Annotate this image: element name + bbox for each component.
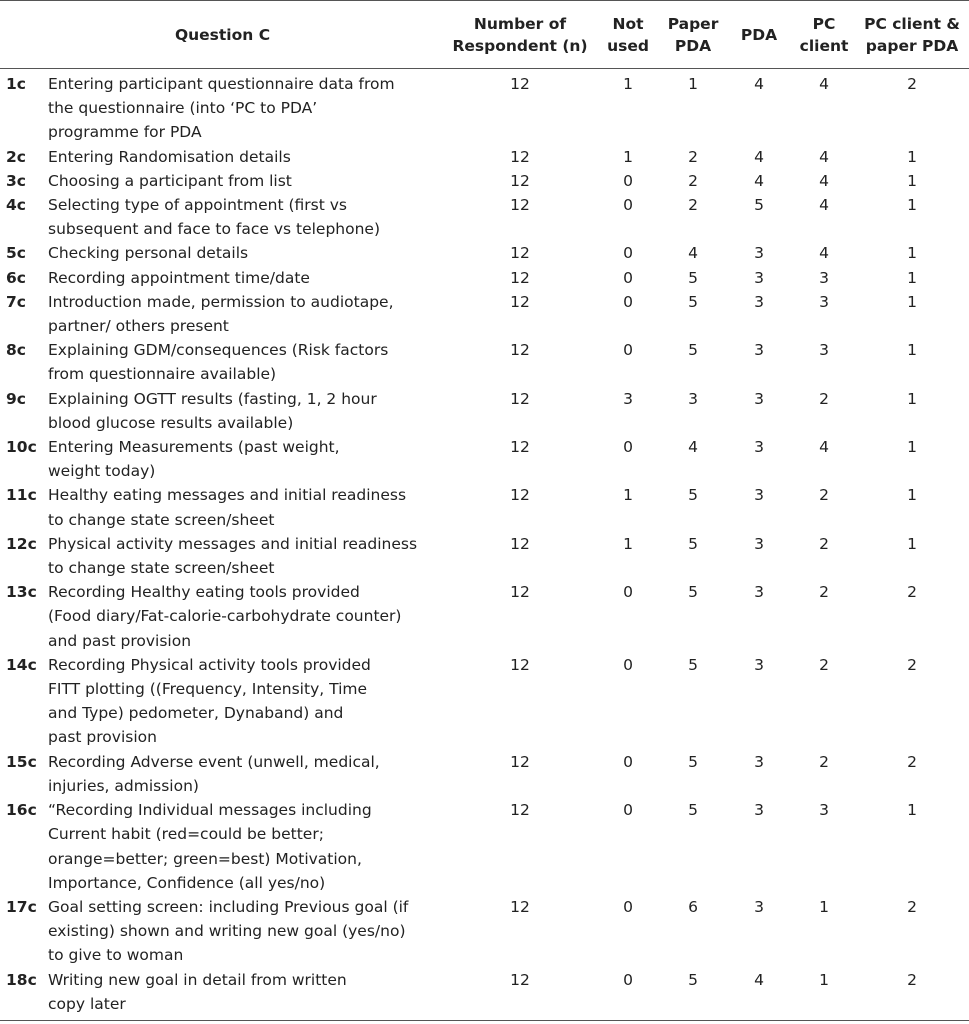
- table-row: [0, 750, 969, 798]
- respondents-cell: 12: [510, 389, 530, 408]
- question-text: Entering Randomisation details: [48, 147, 291, 166]
- row-id: 8c: [6, 341, 26, 360]
- row-id: 15c: [6, 752, 37, 771]
- pc-client-cell: 4: [819, 438, 829, 457]
- pc-client-cell: 2: [819, 752, 829, 771]
- pda-cell: 3: [754, 655, 764, 674]
- question-text: Healthy eating messages and initial readiness to change state screen/sheet: [48, 486, 407, 529]
- pda-cell: 3: [754, 752, 764, 771]
- pc-client-cell: 4: [819, 196, 829, 215]
- header-pc-client: PC client: [793, 1, 855, 69]
- pc-client-cell: 3: [819, 268, 829, 287]
- pc-client-cell: 3: [819, 341, 829, 360]
- pc-client-cell: 4: [819, 75, 829, 93]
- question-text: Selecting type of appointment (first vs subsequent and face to face vs telephone): [48, 196, 381, 239]
- pc-client-cell: 4: [819, 244, 829, 263]
- question-text: Checking personal details: [48, 244, 249, 263]
- respondents-cell: 12: [510, 583, 530, 602]
- respondents-cell: 12: [510, 801, 530, 820]
- header-respondents: Number of Respondent (n): [445, 1, 595, 69]
- not-used-cell: 0: [595, 968, 661, 1021]
- table-row: [0, 69, 969, 145]
- respondents-cell: 12: [510, 534, 530, 553]
- paper-pda-cell: 5: [688, 486, 698, 505]
- pc-client-paper-pda-cell: 1: [907, 341, 917, 360]
- row-id: 18c: [0, 968, 48, 1021]
- pda-cell: 4: [725, 968, 793, 1021]
- pda-cell: 3: [754, 341, 764, 360]
- table-row: [0, 169, 969, 193]
- not-used-cell: 0: [623, 196, 633, 215]
- respondents-cell: 12: [510, 147, 530, 166]
- respondents-cell: 12: [510, 268, 530, 287]
- row-id: 2c: [6, 147, 26, 166]
- not-used-cell: 0: [623, 438, 633, 457]
- pda-cell: 3: [754, 583, 764, 602]
- pc-client-paper-pda-cell: 2: [907, 752, 917, 771]
- not-used-cell: 0: [623, 171, 633, 190]
- pda-cell: 5: [754, 196, 764, 215]
- paper-pda-cell: 5: [661, 968, 725, 1021]
- pc-client-paper-pda-cell: 1: [907, 534, 917, 553]
- respondents-cell: 12: [510, 438, 530, 457]
- pc-client-cell: 2: [819, 389, 829, 408]
- respondents-cell: 12: [510, 752, 530, 771]
- question-text: Entering Measurements (past weight, weight today): [48, 438, 340, 481]
- row-id: 5c: [6, 244, 26, 263]
- table-row: [0, 290, 969, 338]
- table-row: [0, 266, 969, 290]
- pc-client-paper-pda-cell: 1: [907, 268, 917, 287]
- not-used-cell: 0: [623, 655, 633, 674]
- table-row: [0, 435, 969, 483]
- not-used-cell: 0: [623, 897, 633, 916]
- paper-pda-cell: 5: [688, 583, 698, 602]
- pc-client-paper-pda-cell: 1: [907, 438, 917, 457]
- paper-pda-cell: 6: [688, 897, 698, 916]
- not-used-cell: 0: [623, 583, 633, 602]
- pc-client-cell: 3: [819, 292, 829, 311]
- row-id: 11c: [6, 486, 37, 505]
- question-text: Explaining GDM/consequences (Risk factors from questionnaire available): [48, 341, 389, 384]
- question-text: Recording Adverse event (unwell, medical, injuries, admission): [48, 752, 380, 795]
- respondents-cell: 12: [510, 244, 530, 263]
- respondents-cell: 12: [445, 968, 595, 1021]
- row-id: 14c: [6, 655, 37, 674]
- not-used-cell: 0: [623, 752, 633, 771]
- pda-cell: 3: [754, 268, 764, 287]
- pda-cell: 4: [754, 75, 764, 93]
- pc-client-cell: 4: [819, 171, 829, 190]
- not-used-cell: 0: [623, 341, 633, 360]
- paper-pda-cell: 4: [688, 244, 698, 263]
- not-used-cell: 3: [623, 389, 633, 408]
- table-row: [0, 483, 969, 531]
- pc-client-paper-pda-cell: 2: [855, 968, 969, 1021]
- table-row: [0, 798, 969, 895]
- not-used-cell: 0: [623, 244, 633, 263]
- pc-client-cell: 2: [819, 534, 829, 553]
- question-text: Recording appointment time/date: [48, 268, 310, 287]
- paper-pda-cell: 1: [688, 75, 698, 93]
- table-row: [0, 580, 969, 653]
- header-question: Question C: [0, 1, 445, 69]
- not-used-cell: 1: [623, 147, 633, 166]
- table-row: [0, 241, 969, 265]
- table-row: [0, 338, 969, 386]
- paper-pda-cell: 3: [688, 389, 698, 408]
- header-pda: PDA: [725, 1, 793, 69]
- pc-client-paper-pda-cell: 2: [907, 897, 917, 916]
- pc-client-paper-pda-cell: 1: [907, 196, 917, 215]
- pc-client-paper-pda-cell: 2: [907, 655, 917, 674]
- paper-pda-cell: 5: [688, 801, 698, 820]
- row-id: 12c: [6, 534, 37, 553]
- pda-cell: 3: [754, 244, 764, 263]
- paper-pda-cell: 5: [688, 292, 698, 311]
- paper-pda-cell: 5: [688, 341, 698, 360]
- pc-client-cell: 2: [819, 583, 829, 602]
- header-row: [0, 1, 969, 69]
- respondents-cell: 12: [510, 196, 530, 215]
- respondents-cell: 12: [510, 171, 530, 190]
- pc-client-paper-pda-cell: 1: [907, 486, 917, 505]
- row-id: 1c: [6, 75, 26, 93]
- row-id: 9c: [6, 389, 26, 408]
- pc-client-paper-pda-cell: 1: [907, 292, 917, 311]
- row-id: 16c: [6, 801, 37, 820]
- pc-client-cell: 3: [819, 801, 829, 820]
- pda-cell: 3: [754, 292, 764, 311]
- header-paper-pda: Paper PDA: [661, 1, 725, 69]
- paper-pda-cell: 5: [688, 534, 698, 553]
- paper-pda-cell: 4: [688, 438, 698, 457]
- paper-pda-cell: 2: [688, 171, 698, 190]
- table-row: [0, 968, 969, 1021]
- table-row: [0, 532, 969, 580]
- pc-client-paper-pda-cell: 1: [907, 801, 917, 820]
- pda-cell: 4: [754, 147, 764, 166]
- respondents-cell: 12: [510, 341, 530, 360]
- pc-client-paper-pda-cell: 1: [907, 244, 917, 263]
- not-used-cell: 1: [623, 75, 633, 93]
- question-text: Goal setting screen: including Previous goal (if existing) shown and writing new goal (yes/no) to give to woman: [48, 897, 409, 965]
- paper-pda-cell: 2: [688, 147, 698, 166]
- pda-cell: 3: [754, 486, 764, 505]
- not-used-cell: 0: [623, 292, 633, 311]
- table-row: [0, 895, 969, 968]
- pc-client-cell: 1: [819, 897, 829, 916]
- pc-client-cell: 2: [819, 486, 829, 505]
- question-text: Recording Physical activity tools provided FITT plotting ((Frequency, Intensity, Time and Type) pedometer, Dynaband) and past provision: [48, 655, 371, 747]
- pc-client-paper-pda-cell: 1: [907, 171, 917, 190]
- row-id: 13c: [6, 583, 37, 602]
- table-row: [0, 387, 969, 435]
- respondents-cell: 12: [510, 655, 530, 674]
- question-text: Explaining OGTT results (fasting, 1, 2 hour blood glucose results available): [48, 389, 377, 432]
- paper-pda-cell: 5: [688, 268, 698, 287]
- pda-cell: 3: [754, 389, 764, 408]
- pc-client-paper-pda-cell: 2: [907, 75, 917, 93]
- question-text: “Recording Individual messages including Current habit (red=could be better; orange=better; green=best) Motivation, Importance, Confidence (all yes/no): [48, 801, 372, 892]
- paper-pda-cell: 5: [688, 752, 698, 771]
- pc-client-cell: 2: [819, 655, 829, 674]
- table-row: [0, 193, 969, 241]
- paper-pda-cell: 5: [688, 655, 698, 674]
- pc-client-paper-pda-cell: 2: [907, 583, 917, 602]
- table-body: [0, 69, 969, 1021]
- pda-cell: 3: [754, 897, 764, 916]
- row-id: 10c: [6, 438, 37, 457]
- pc-client-cell: 4: [819, 147, 829, 166]
- not-used-cell: 0: [623, 268, 633, 287]
- question-text: Physical activity messages and initial readiness to change state screen/sheet: [48, 534, 418, 578]
- question-text: Entering participant questionnaire data from the questionnaire (into ‘PC to PDA’ programme for PDA: [48, 75, 395, 142]
- respondents-cell: 12: [510, 75, 530, 93]
- question-text: Writing new goal in detail from written copy later: [48, 968, 445, 1021]
- paper-pda-cell: 2: [688, 196, 698, 215]
- pda-cell: 3: [754, 534, 764, 553]
- header-pc-client-paper-pda: PC client & paper PDA: [855, 1, 969, 69]
- not-used-cell: 1: [623, 534, 633, 553]
- question-text: Introduction made, permission to audiotape, partner/ others present: [48, 292, 394, 336]
- row-id: 6c: [6, 268, 26, 287]
- row-id: 7c: [6, 292, 26, 311]
- respondents-cell: 12: [510, 486, 530, 505]
- not-used-cell: 1: [623, 486, 633, 505]
- table-row: [0, 653, 969, 750]
- row-id: 17c: [6, 897, 37, 916]
- table-row: [0, 145, 969, 169]
- pc-client-paper-pda-cell: 1: [907, 147, 917, 166]
- pc-client-paper-pda-cell: 1: [907, 389, 917, 408]
- pda-cell: 4: [754, 171, 764, 190]
- not-used-cell: 0: [623, 801, 633, 820]
- row-id: 4c: [6, 196, 26, 215]
- pc-client-cell: 1: [793, 968, 855, 1021]
- respondents-cell: 12: [510, 897, 530, 916]
- row-id: 3c: [6, 171, 26, 190]
- question-text: Recording Healthy eating tools provided (Food diary/Fat-calorie-carbohydrate counter) and past provision: [48, 583, 402, 650]
- respondents-cell: 12: [510, 292, 530, 311]
- header-not-used: Not used: [595, 1, 661, 69]
- pda-cell: 3: [754, 801, 764, 820]
- question-text: Choosing a participant from list: [48, 171, 292, 190]
- pda-cell: 3: [754, 438, 764, 457]
